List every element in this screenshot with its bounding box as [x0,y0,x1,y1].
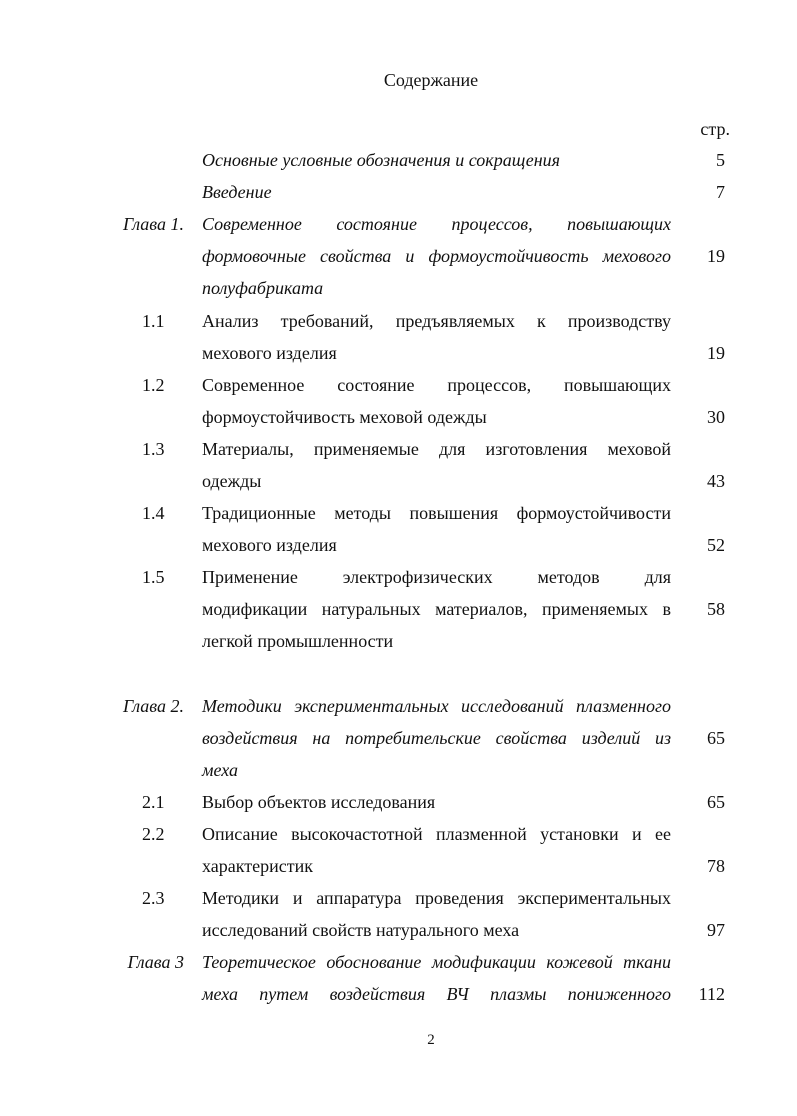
toc-entry-10-line-0: Описание высокочастотной плазменной установки и ее [202,824,671,844]
toc-entry-8-label: Глава 2. [122,696,184,716]
toc-entry-7-line-1: модификации натуральных материалов, применяемых в [202,599,671,619]
toc-entry-9-page: 65 [707,792,725,812]
page-title: Содержание [383,70,479,90]
toc-entry-7-page: 58 [707,599,725,619]
toc-entry-11-line-1: исследований свойств натурального меха [202,920,520,940]
toc-entry-12-page: 112 [698,984,725,1004]
toc-entry-12-line-0: Теоретическое обоснование модификации кожевой ткани [202,952,671,972]
toc-entry-9-label: 2.1 [142,792,165,812]
toc-entry-11-line-0: Методики и аппаратура проведения экспериментальных [202,888,671,908]
toc-entry-3-line-0: Анализ требований, предъявляемых к производству [202,311,671,331]
toc-entry-2-line-2: полуфабриката [202,278,324,298]
toc-entry-8-line-2: меха [202,760,238,780]
toc-entry-12-label: Глава 3 [127,952,184,972]
toc-entry-6-label: 1.4 [142,503,165,523]
toc-entry-5-line-0: Материалы, применяемые для изготовления меховой [202,439,671,459]
toc-entry-8-line-1: воздействия на потребительские свойства изделий из [202,728,671,748]
toc-entry-5-line-1: одежды [202,471,262,491]
toc-entry-10-label: 2.2 [142,824,165,844]
toc-entry-12-line-1: меха путем воздействия ВЧ плазмы пониженного [202,984,671,1004]
toc-entry-8-line-0: Методики экспериментальных исследований плазменного [202,696,671,716]
toc-entry-11-page: 97 [707,920,725,940]
toc-entry-6-line-0: Традиционные методы повышения формоустойчивости [202,503,671,523]
toc-entry-5-page: 43 [707,471,725,491]
toc-entry-2-label: Глава 1. [122,214,184,234]
toc-entry-2-line-1: формовочные свойства и формоустойчивость мехового [202,246,671,266]
toc-entry-7-line-2: легкой промышленности [202,631,394,651]
toc-entry-6-page: 52 [707,535,725,555]
toc-entry-2-line-0: Современное состояние процессов, повышающих [202,214,671,234]
toc-entry-4-label: 1.2 [142,375,165,395]
toc-entry-3-label: 1.1 [142,311,165,331]
page-column-header: стр. [700,119,730,139]
toc-entry-10-line-1: характеристик [202,856,313,876]
toc-entry-1-line-0: Введение [202,182,272,202]
toc-entry-1-page: 7 [716,182,725,202]
toc-entry-4-page: 30 [707,407,725,427]
toc-entry-9-line-0: Выбор объектов исследования [202,792,436,812]
toc-entry-11-label: 2.3 [142,888,165,908]
toc-entry-5-label: 1.3 [142,439,165,459]
toc-entry-0-line-0: Основные условные обозначения и сокращения [202,150,561,170]
toc-entry-4-line-0: Современное состояние процессов, повышающих [202,375,671,395]
toc-entry-7-line-0: Применение электрофизических методов для [202,567,671,587]
toc-entry-3-page: 19 [707,343,725,363]
toc-entry-3-line-1: мехового изделия [202,343,337,363]
toc-entry-0-page: 5 [716,150,725,170]
footer-page-number: 2 [427,1032,435,1048]
toc-entry-10-page: 78 [707,856,725,876]
toc-entry-4-line-1: формоустойчивость меховой одежды [202,407,487,427]
toc-entry-6-line-1: мехового изделия [202,535,337,555]
toc-entry-8-page: 65 [707,728,725,748]
toc-entry-2-page: 19 [707,246,725,266]
toc-entry-7-label: 1.5 [142,567,165,587]
